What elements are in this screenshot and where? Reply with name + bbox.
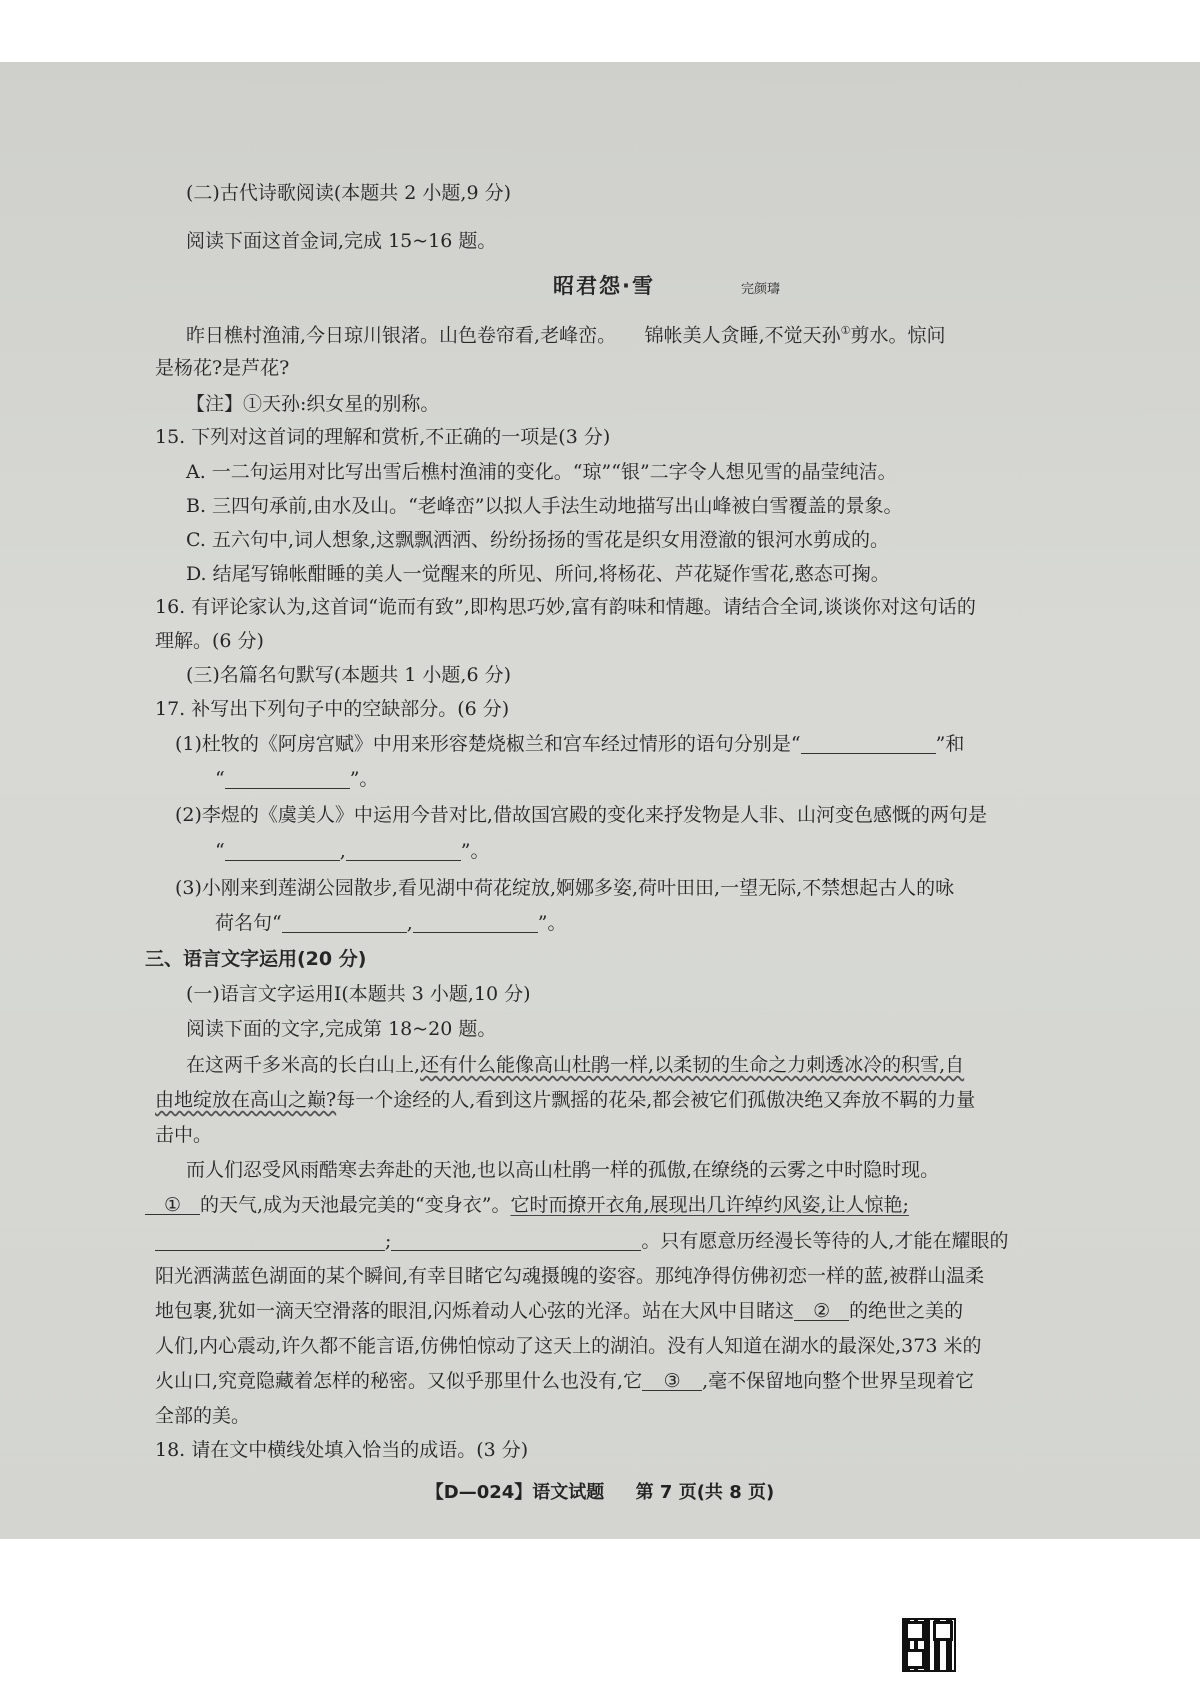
quote-close: ”。 bbox=[537, 912, 567, 934]
passage-line bbox=[155, 1302, 963, 1321]
poem-line bbox=[186, 325, 946, 345]
poem-text: 昨日樵村渔浦,今日琼川银渚。山色卷帘看,老峰峦。 锦帐美人贪睡,不觉天孙 bbox=[186, 324, 841, 347]
passage-line: 阳光洒满蓝色湖面的某个瞬间,有幸目睹它勾魂摄魄的姿容。那纯净得仿佛初恋一样的蓝,被群山温柔 bbox=[155, 1265, 985, 1287]
answer-blank[interactable] bbox=[391, 1232, 641, 1251]
blank-1[interactable]: ① bbox=[145, 1196, 200, 1215]
question-17-stem: 17. 补写出下列句子中的空缺部分。(6 分) bbox=[155, 698, 510, 720]
blank-2[interactable]: ② bbox=[794, 1302, 849, 1321]
answer-blank[interactable] bbox=[413, 914, 538, 933]
answer-blank[interactable] bbox=[801, 735, 936, 754]
quote-open: 荷名句“ bbox=[215, 912, 282, 934]
passage-line bbox=[155, 1091, 975, 1110]
option-d: D. 结尾写锦帐酣睡的美人一觉醒来的所见、所问,将杨花、芦花疑作雪花,憨态可掬。 bbox=[186, 563, 890, 585]
page-number: 第 7 页(共 8 页) bbox=[635, 1482, 775, 1503]
page-footer bbox=[0, 1478, 1200, 1504]
q17-part1 bbox=[175, 735, 964, 754]
passage-text: 在这两千多米高的长白山上, bbox=[186, 1054, 421, 1076]
passage-line: 击中。 bbox=[155, 1124, 213, 1146]
passage-text: ,毫不保留地向整个世界呈现着它 bbox=[702, 1370, 975, 1392]
poem-line-2: 是杨花?是芦花? bbox=[155, 357, 290, 379]
qr-code-icon bbox=[902, 1618, 956, 1672]
q17-part1-mid: ”和 bbox=[935, 733, 965, 755]
passage-text: 地包裹,犹如一滴天空滑落的眼泪,闪烁着动人心弦的光泽。站在大风中目睹这 bbox=[155, 1300, 795, 1322]
q17-part3: (3)小刚来到莲湖公园散步,看见湖中荷花绽放,婀娜多姿,荷叶田田,一望无际,不禁想起古人的咏 bbox=[175, 877, 955, 899]
passage-text: 。只有愿意历经漫长等待的人,才能在耀眼的 bbox=[641, 1230, 1009, 1252]
quote-open: “ bbox=[215, 840, 225, 862]
q17-part2: (2)李煜的《虞美人》中运用今昔对比,借故国宫殿的变化来抒发物是人非、山河变色感慨的两句是 bbox=[175, 804, 987, 826]
option-c: C. 五六句中,词人想象,这飘飘洒洒、纷纷扬扬的雪花是织女用澄澈的银河水剪成的。 bbox=[186, 529, 890, 551]
option-b: B. 三四句承前,由水及山。“老峰峦”以拟人手法生动地描写出山峰被白雪覆盖的景象。 bbox=[186, 495, 903, 517]
part-3-heading: 三、语言文字运用(20 分) bbox=[145, 948, 367, 970]
passage-line: 而人们忍受风雨酷寒去奔赴的天池,也以高山杜鹃一样的孤傲,在缭绕的云雾之中时隐时现。 bbox=[186, 1159, 940, 1181]
passage-text: 火山口,究竟隐藏着怎样的秘密。又似乎那里什么也没有,它 bbox=[155, 1370, 643, 1392]
question-16-line2: 理解。(6 分) bbox=[155, 630, 264, 652]
part-3-instruction: 阅读下面的文字,完成第 18~20 题。 bbox=[186, 1018, 497, 1040]
q17-part3-line2 bbox=[215, 914, 566, 933]
passage-line bbox=[145, 1196, 909, 1215]
answer-blank[interactable] bbox=[225, 770, 350, 789]
section-3-heading: (三)名篇名句默写(本题共 1 小题,6 分) bbox=[186, 664, 511, 686]
poem-title: 昭君怨·雪 bbox=[553, 274, 655, 298]
comma: , bbox=[339, 840, 346, 862]
q17-part2-line2 bbox=[215, 842, 489, 861]
q17-part1-line2 bbox=[215, 770, 378, 789]
answer-blank[interactable] bbox=[225, 842, 340, 861]
quote-close: ”。 bbox=[460, 840, 490, 862]
wavy-underlined-text: 由地绽放在高山之巅? bbox=[155, 1089, 337, 1111]
wavy-underlined-text: 还有什么能像高山杜鹃一样,以柔韧的生命之力刺透冰冷的积雪,自 bbox=[420, 1054, 965, 1076]
option-a: A. 一二句运用对比写出雪后樵村渔浦的变化。“琼”“银”二字令人想见雪的晶莹纯洁。 bbox=[186, 461, 897, 483]
passage-line: 全部的美。 bbox=[155, 1405, 251, 1427]
question-15-stem: 15. 下列对这首词的理解和赏析,不正确的一项是(3 分) bbox=[155, 426, 611, 448]
passage-line bbox=[155, 1372, 974, 1391]
semicolon: ; bbox=[385, 1230, 392, 1252]
part-3-subheading: (一)语言文字运用Ⅰ(本题共 3 小题,10 分) bbox=[186, 983, 531, 1005]
comma: , bbox=[406, 912, 413, 934]
underlined-text: 它时而撩开衣角,展现出几许绰约风姿,让人惊艳; bbox=[510, 1194, 909, 1216]
passage-line: 人们,内心震动,许久都不能言语,仿佛怕惊动了这天上的湖泊。没有人知道在湖水的最深处,373 米的 bbox=[155, 1335, 982, 1357]
quote-open: “ bbox=[215, 768, 225, 790]
section-instruction: 阅读下面这首金词,完成 15~16 题。 bbox=[186, 230, 497, 252]
answer-blank[interactable] bbox=[155, 1232, 385, 1251]
question-18-stem: 18. 请在文中横线处填入恰当的成语。(3 分) bbox=[155, 1439, 529, 1461]
passage-text: 每一个途经的人,看到这片飘摇的花朵,都会被它们孤傲决绝又奔放不羁的力量 bbox=[336, 1089, 976, 1111]
poem-note: 【注】①天孙:织女星的别称。 bbox=[186, 393, 440, 415]
answer-blank[interactable] bbox=[346, 842, 461, 861]
blank-3[interactable]: ③ bbox=[642, 1372, 702, 1391]
poem-author: 完颜璹 bbox=[741, 282, 781, 297]
q17-part1-text: (1)杜牧的《阿房宫赋》中用来形容楚烧椒兰和宫车经过情形的语句分别是“ bbox=[175, 733, 801, 755]
poem-text-end: 剪水。惊问 bbox=[850, 324, 946, 347]
answer-blank[interactable] bbox=[282, 914, 407, 933]
passage-text: 的绝世之美的 bbox=[849, 1300, 964, 1322]
question-16-line1: 16. 有评论家认为,这首词“诡而有致”,即构思巧妙,富有韵味和情趣。请结合全词,谈谈你对这句话的 bbox=[155, 596, 976, 618]
passage-line bbox=[155, 1232, 1008, 1251]
exam-code: 【D—024】语文试题 bbox=[425, 1482, 605, 1503]
section-heading: (二)古代诗歌阅读(本题共 2 小题,9 分) bbox=[186, 182, 511, 204]
quote-close: ”。 bbox=[349, 768, 379, 790]
passage-text: 的天气,成为天池最完美的“变身衣”。 bbox=[200, 1194, 511, 1216]
note-marker: ① bbox=[840, 324, 851, 337]
passage-line bbox=[186, 1056, 964, 1075]
